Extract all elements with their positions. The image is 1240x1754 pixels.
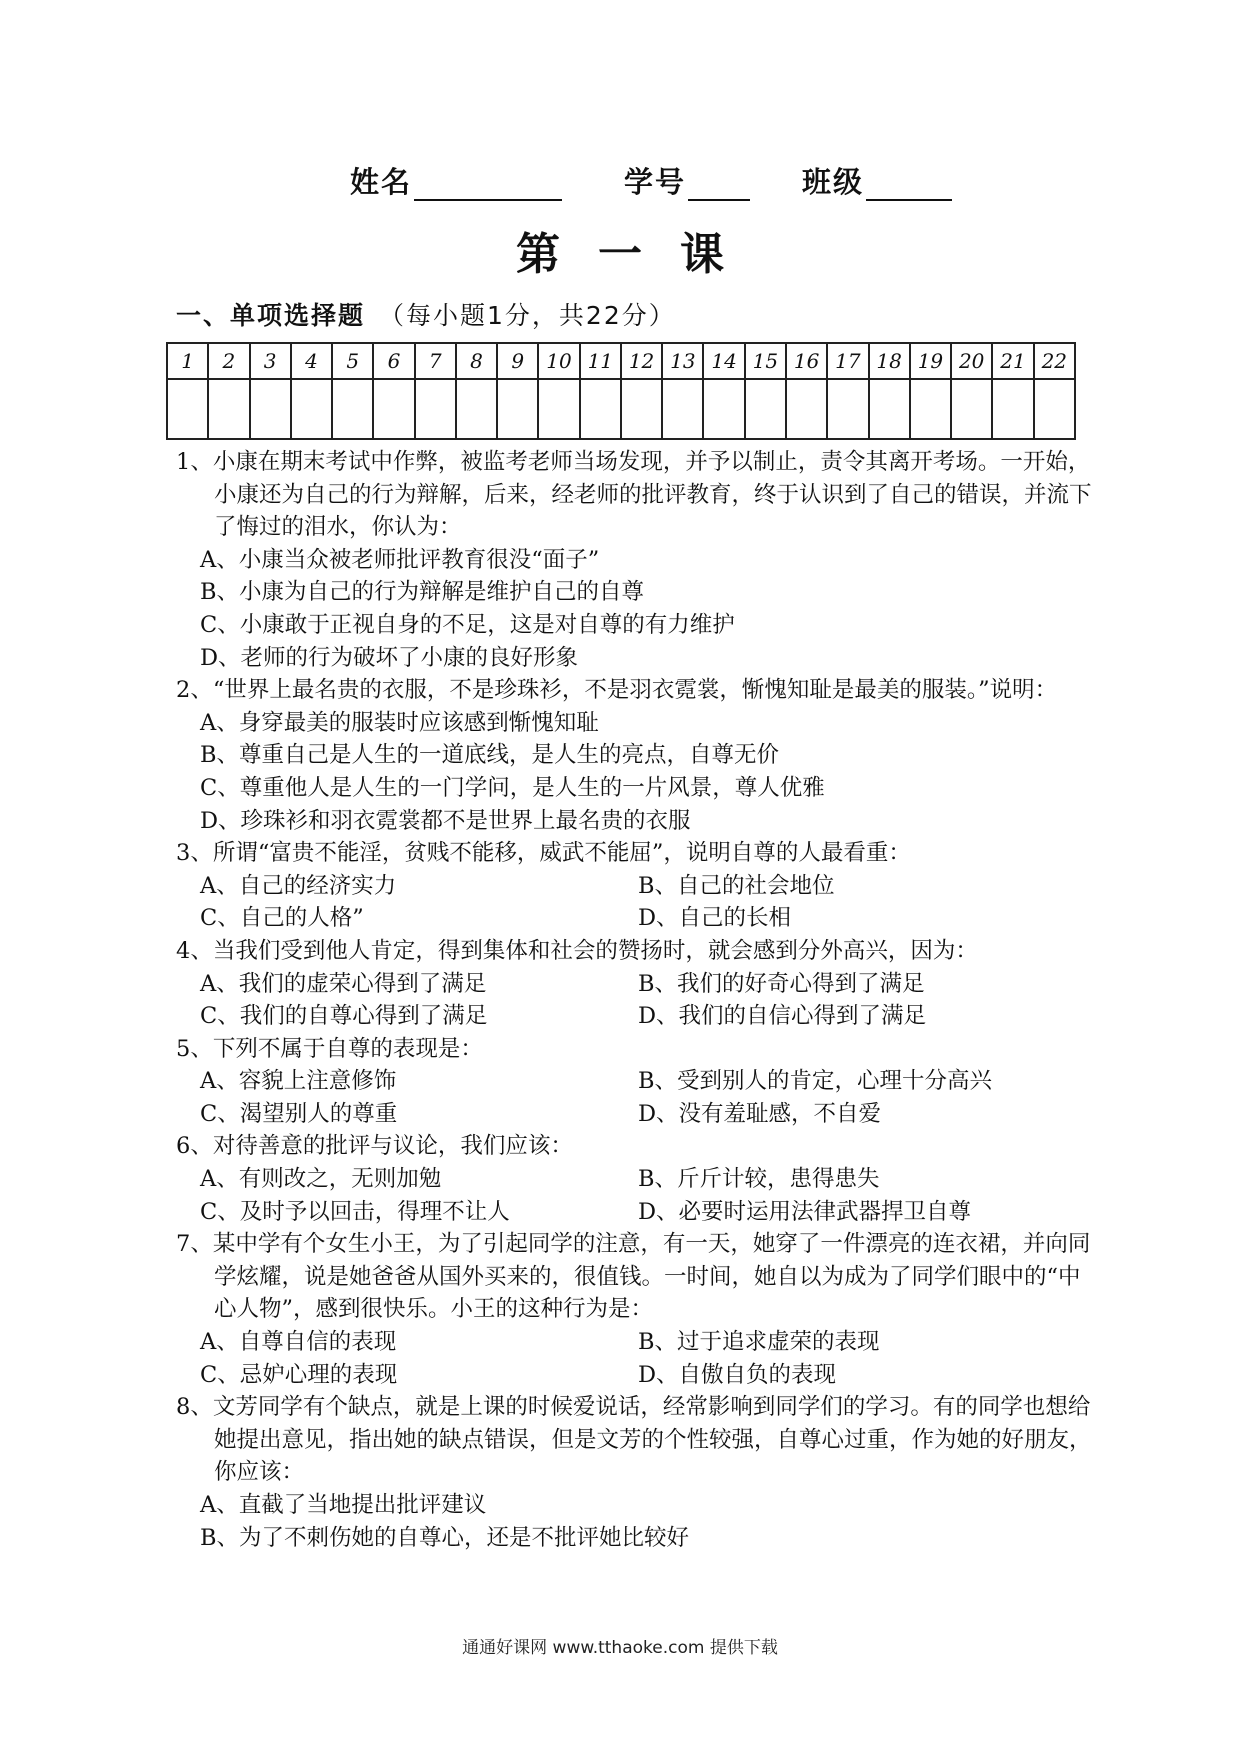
answer-cell[interactable] xyxy=(415,379,456,439)
answer-cell[interactable] xyxy=(291,379,332,439)
answer-grid-number: 18 xyxy=(869,343,910,379)
answer-grid-number: 5 xyxy=(332,343,373,379)
answer-cell[interactable] xyxy=(167,379,208,439)
answer-option[interactable]: A、直截了当地提出批评建议 xyxy=(200,1492,487,1518)
student-id-blank[interactable] xyxy=(688,165,750,201)
answer-grid-number: 19 xyxy=(910,343,951,379)
answer-grid-number: 7 xyxy=(415,343,456,379)
answer-grid-number: 16 xyxy=(786,343,827,379)
answer-grid-number: 6 xyxy=(373,343,414,379)
answer-grid-number: 13 xyxy=(662,343,703,379)
answer-grid-number: 15 xyxy=(745,343,786,379)
answer-grid-number: 9 xyxy=(497,343,538,379)
answer-cell[interactable] xyxy=(869,379,910,439)
answer-cell[interactable] xyxy=(910,379,951,439)
answer-grid-number: 17 xyxy=(827,343,868,379)
answer-option[interactable]: A、身穿最美的服装时应该感到惭愧知耻 xyxy=(200,709,599,736)
answer-cell[interactable] xyxy=(786,379,827,439)
question-item xyxy=(176,446,1096,674)
answer-grid xyxy=(166,342,1076,440)
answer-option[interactable]: A、小康当众被老师批评教育很没“面子” xyxy=(200,546,600,573)
answer-grid-number: 11 xyxy=(580,343,621,379)
answer-grid-number: 2 xyxy=(208,343,249,379)
answer-grid-numbers xyxy=(167,343,1075,379)
answer-option[interactable]: C、及时予以回击，得理不让人 xyxy=(200,1198,510,1225)
answer-option[interactable]: A、有则改之，无则加勉 xyxy=(200,1166,442,1193)
answer-cell[interactable] xyxy=(703,379,744,439)
answer-option[interactable]: D、没有羞耻感，不自爱 xyxy=(638,1100,882,1127)
option-row xyxy=(176,1098,1096,1131)
question-stem: 7、某中学有个女生小王，为了引起同学的注意，有一天，她穿了一件漂亮的连衣裙，并向同学炫耀，说是她爸爸从国外买来的，很值钱。一时间，她自以为成为了同学们眼中的“中心人物”，感到很快乐。小王的这种行为是： xyxy=(176,1231,1091,1323)
answer-grid-number: 4 xyxy=(291,343,332,379)
answer-cell[interactable] xyxy=(538,379,579,439)
question-item xyxy=(176,1228,1096,1391)
answer-grid-number: 3 xyxy=(250,343,291,379)
answer-option[interactable]: C、自己的人格” xyxy=(200,905,364,932)
question-item xyxy=(176,1130,1096,1228)
student-id-label: 学号 xyxy=(624,165,687,199)
answer-grid-number: 22 xyxy=(1034,343,1075,379)
question-stem: 6、对待善意的批评与议论，我们应该： xyxy=(176,1133,573,1160)
answer-cell[interactable] xyxy=(456,379,497,439)
answer-option[interactable]: D、珍珠衫和羽衣霓裳都不是世界上最名贵的衣服 xyxy=(200,807,691,834)
answer-option[interactable]: A、自己的经济实力 xyxy=(200,872,397,899)
answer-grid-number: 8 xyxy=(456,343,497,379)
answer-option[interactable]: C、渴望别人的尊重 xyxy=(200,1100,398,1127)
answer-cell[interactable] xyxy=(497,379,538,439)
answer-cell[interactable] xyxy=(332,379,373,439)
option-row xyxy=(176,1000,1096,1033)
section-heading xyxy=(176,296,676,332)
answer-grid-number: 10 xyxy=(538,343,579,379)
answer-option[interactable]: C、小康敢于正视自身的不足，这是对自尊的有力维护 xyxy=(200,611,735,638)
answer-option[interactable]: B、尊重自己是人生的一道底线，是人生的亮点，自尊无价 xyxy=(200,742,780,769)
question-stem: 4、当我们受到他人肯定，得到集体和社会的赞扬时，就会感到分外高兴，因为： xyxy=(176,937,978,964)
answer-option[interactable]: D、自己的长相 xyxy=(638,905,792,932)
answer-option[interactable]: D、老师的行为破坏了小康的良好形象 xyxy=(200,644,579,671)
question-item xyxy=(176,935,1096,1033)
question-item xyxy=(176,1033,1096,1131)
answer-option[interactable]: B、斤斤计较，患得患失 xyxy=(638,1166,880,1193)
question-stem: 2、“世界上最名贵的衣服，不是珍珠衫，不是羽衣霓裳，惭愧知耻是最美的服装。”说明： xyxy=(176,677,1058,704)
answer-option[interactable]: D、必要时运用法律武器捍卫自尊 xyxy=(638,1198,972,1225)
answer-option[interactable]: A、自尊自信的表现 xyxy=(200,1329,397,1356)
class-field xyxy=(802,160,952,201)
answer-cell[interactable] xyxy=(745,379,786,439)
class-label: 班级 xyxy=(802,165,865,199)
question-list xyxy=(176,446,1096,1554)
answer-option[interactable]: A、我们的虚荣心得到了满足 xyxy=(200,970,487,997)
question-stem: 3、所谓“富贵不能淫，贫贱不能移，威武不能屈”，说明自尊的人最看重： xyxy=(176,840,911,867)
footer-credit: 通通好课网 www.tthaoke.com 提供下载 xyxy=(462,1638,778,1658)
section-heading-text: 一、单项选择题 xyxy=(176,301,366,330)
answer-option[interactable]: B、受到别人的肯定，心理十分高兴 xyxy=(638,1068,993,1095)
answer-option[interactable]: C、尊重他人是人生的一门学问，是人生的一片风景，尊人优雅 xyxy=(200,774,825,801)
answer-option[interactable]: B、自己的社会地位 xyxy=(638,872,835,899)
option-row xyxy=(176,968,1096,1001)
question-item xyxy=(176,837,1096,935)
option-row xyxy=(176,1326,1096,1359)
answer-option[interactable]: D、我们的自信心得到了满足 xyxy=(638,1003,927,1030)
option-row xyxy=(176,870,1096,903)
option-row xyxy=(176,1163,1096,1196)
answer-option[interactable]: B、我们的好奇心得到了满足 xyxy=(638,970,925,997)
name-blank[interactable] xyxy=(414,165,562,201)
question-item xyxy=(176,674,1096,837)
answer-grid-number: 1 xyxy=(167,343,208,379)
answer-cell[interactable] xyxy=(662,379,703,439)
answer-option[interactable]: D、自傲自负的表现 xyxy=(638,1361,837,1388)
answer-grid-cells xyxy=(167,379,1075,439)
answer-option[interactable]: B、过于追求虚荣的表现 xyxy=(638,1329,880,1356)
class-blank[interactable] xyxy=(866,165,952,201)
answer-option[interactable]: A、容貌上注意修饰 xyxy=(200,1068,397,1095)
option-row xyxy=(176,1359,1096,1392)
answer-option[interactable]: C、忌妒心理的表现 xyxy=(200,1361,398,1388)
answer-cell[interactable] xyxy=(951,379,992,439)
name-label: 姓名 xyxy=(350,165,413,199)
answer-cell[interactable] xyxy=(621,379,662,439)
option-row xyxy=(176,1065,1096,1098)
answer-option[interactable]: B、为了不刺伤她的自尊心，还是不批评她比较好 xyxy=(200,1524,690,1551)
answer-option[interactable]: C、我们的自尊心得到了满足 xyxy=(200,1003,488,1030)
answer-grid-number: 20 xyxy=(951,343,992,379)
answer-option[interactable]: B、小康为自己的行为辩解是维护自己的自尊 xyxy=(200,579,645,606)
answer-grid-number: 12 xyxy=(621,343,662,379)
option-row xyxy=(176,902,1096,935)
question-stem: 5、下列不属于自尊的表现是： xyxy=(176,1035,483,1062)
student-info-line xyxy=(350,160,952,201)
answer-cell[interactable] xyxy=(208,379,249,439)
lesson-title: 第一课 xyxy=(516,229,762,280)
answer-cell[interactable] xyxy=(1034,379,1075,439)
question-stem: 8、文芳同学有个缺点，就是上课的时候爱说话，经常影响到同学们的学习。有的同学也想给她提出意见，指出她的缺点错误，但是文芳的个性较强，自尊心过重，作为她的好朋友，你应该： xyxy=(176,1394,1092,1486)
question-item xyxy=(176,1391,1096,1554)
option-row xyxy=(176,1196,1096,1229)
answer-cell[interactable] xyxy=(992,379,1033,439)
answer-cell[interactable] xyxy=(373,379,414,439)
answer-cell[interactable] xyxy=(580,379,621,439)
section-score-note: （每小题1分，共22分） xyxy=(379,301,676,330)
answer-grid-number: 21 xyxy=(992,343,1033,379)
answer-cell[interactable] xyxy=(827,379,868,439)
answer-cell[interactable] xyxy=(250,379,291,439)
name-field xyxy=(350,160,624,201)
answer-grid-number: 14 xyxy=(703,343,744,379)
question-stem: 1、小康在期末考试中作弊，被监考老师当场发现，并予以制止，责令其离开考场。一开始，小康还为自己的行为辩解，后来，经老师的批评教育，终于认识到了自己的错误，并流下了悔过的泪水，你认为： xyxy=(176,449,1092,541)
student-id-field xyxy=(624,160,802,201)
